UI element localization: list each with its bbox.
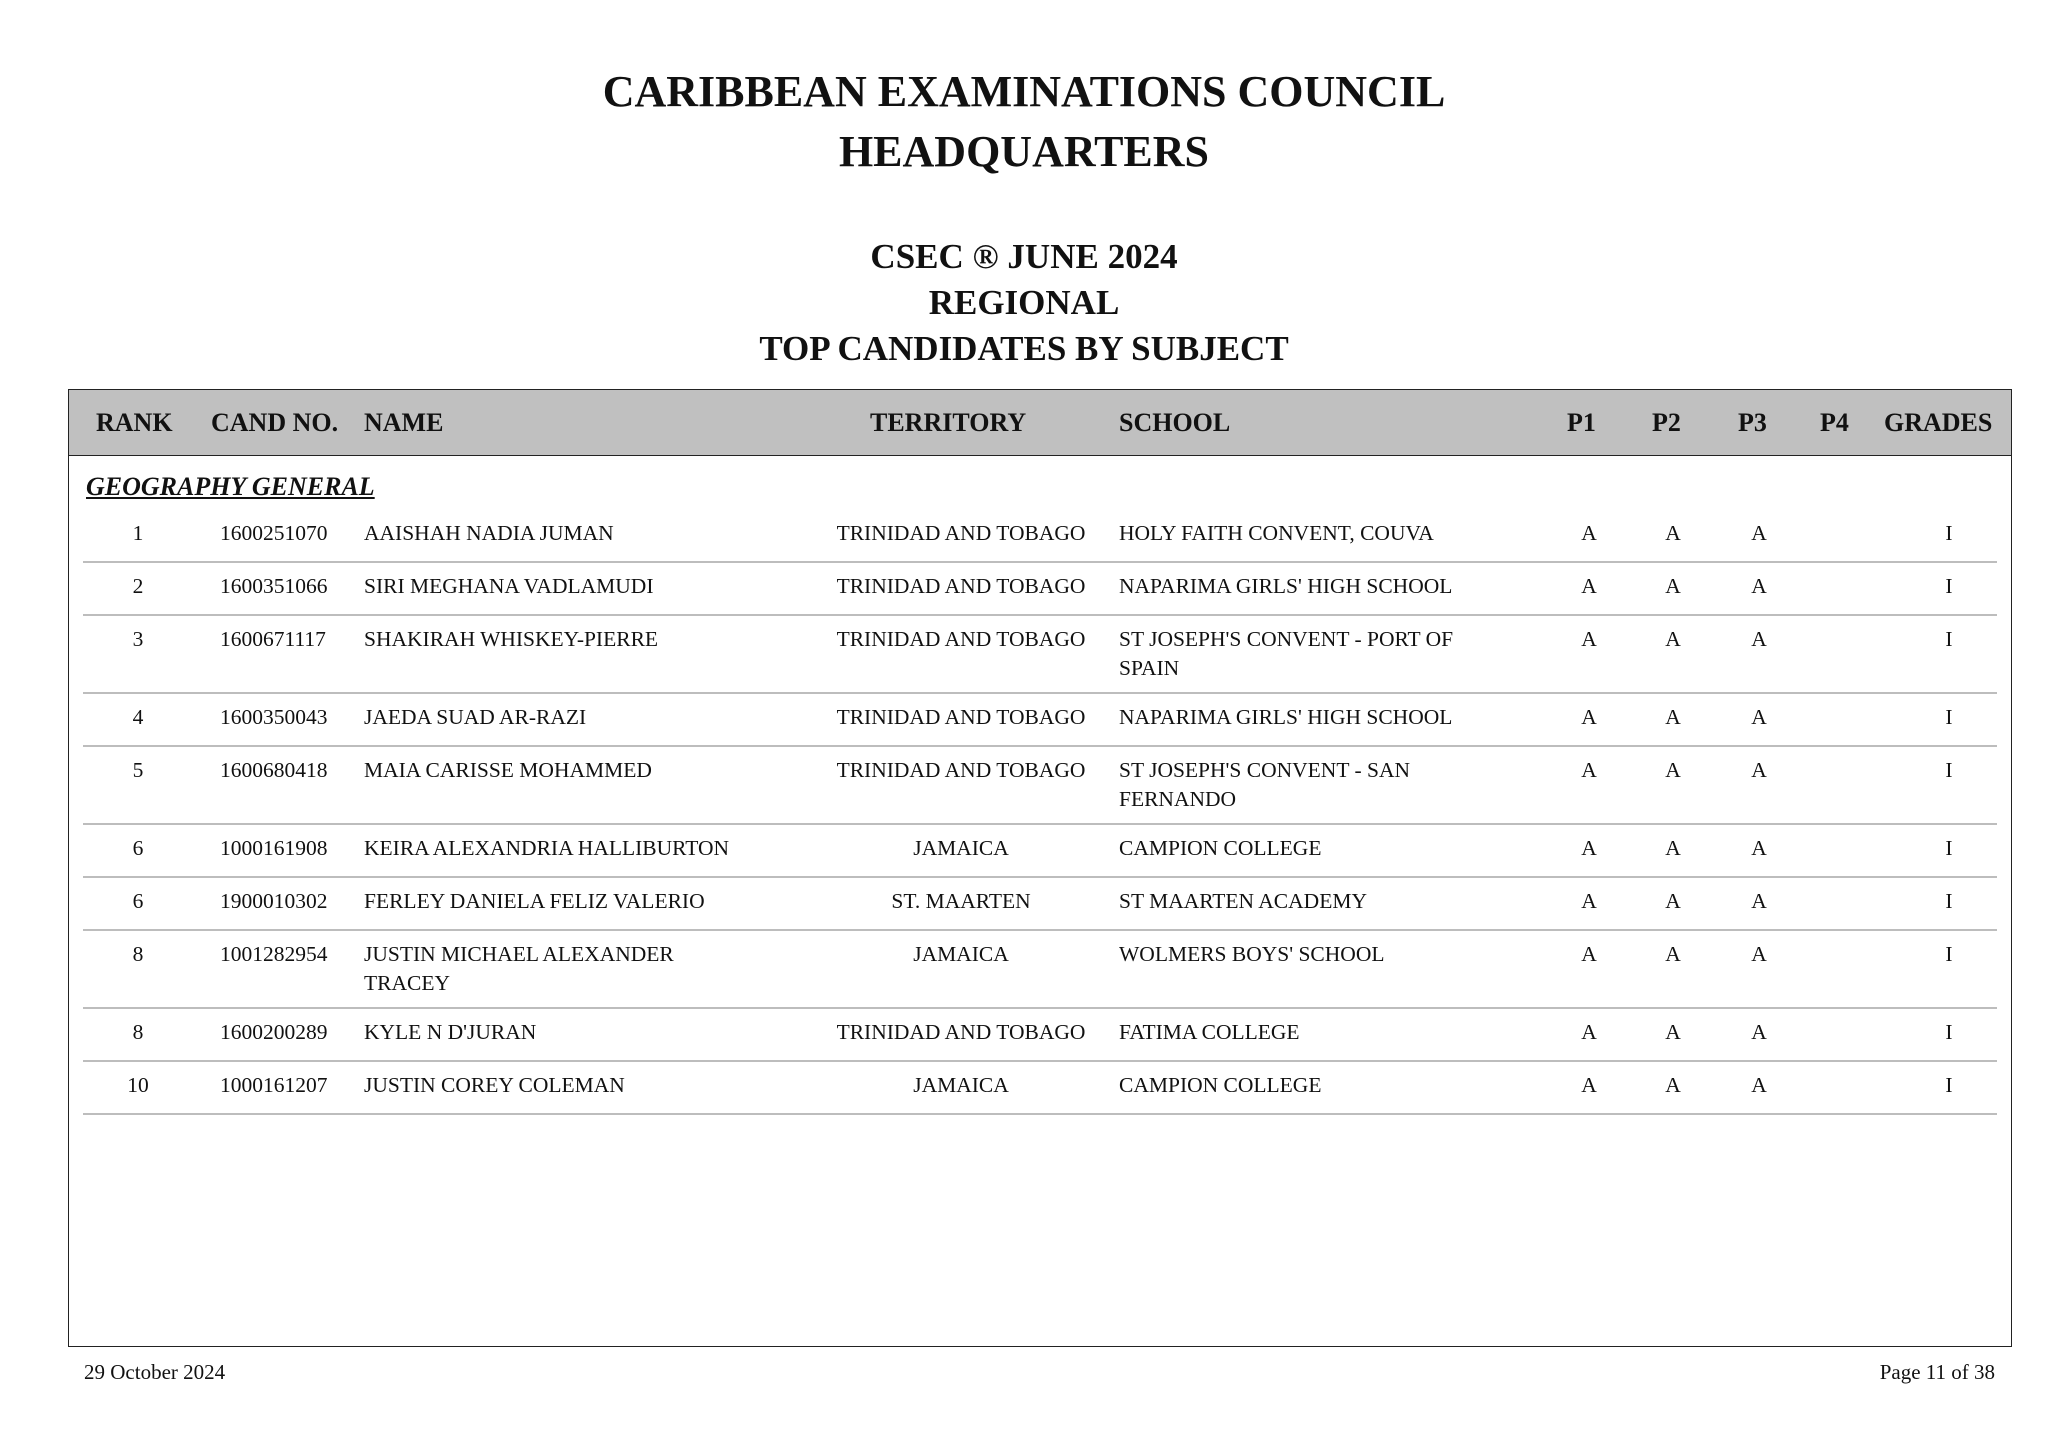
name-cell: JUSTIN COREY COLEMAN [364,1073,625,1097]
org-subtitle: HEADQUARTERS [838,127,1210,176]
territory-cell: TRINIDAD AND TOBAGO [836,574,1086,598]
column-header-cand-no: CAND NO. [211,408,339,437]
rank-cell: 10 [127,1073,149,1097]
column-header-name: NAME [364,408,444,437]
scope-title: REGIONAL [928,283,1120,322]
exam-title: CSEC ® JUNE 2024 [870,237,1178,276]
p1-cell: A [1581,836,1597,860]
rank-cell: 3 [132,627,144,651]
territory-cell: TRINIDAD AND TOBAGO [836,705,1086,729]
column-header-p3: P3 [1738,408,1767,437]
p3-cell: A [1751,574,1767,598]
p2-cell: A [1665,521,1681,545]
candidate-number-cell: 1600251070 [220,521,328,545]
rank-cell: 2 [132,574,144,598]
p2-cell: A [1665,889,1681,913]
table-row [83,931,1997,1009]
candidate-number-cell: 1900010302 [220,889,328,913]
column-header-p2: P2 [1652,408,1681,437]
column-header-grades: GRADES [1884,408,1993,437]
candidate-number-cell: 1001282954 [220,942,328,966]
table-row [83,510,1997,563]
p2-cell: A [1665,836,1681,860]
school-cell: WOLMERS BOYS' SCHOOL [1119,942,1385,966]
grade-cell: I [1945,1073,1953,1097]
grade-cell: I [1945,705,1953,729]
table-header [69,390,2011,456]
p3-cell: A [1751,942,1767,966]
rank-cell: 6 [132,836,144,860]
rank-cell: 8 [132,942,144,966]
grade-cell: I [1945,889,1953,913]
school-cell: CAMPION COLLEGE [1119,1073,1322,1097]
candidate-number-cell: 1600671117 [220,627,326,651]
grade-cell: I [1945,574,1953,598]
grade-cell: I [1945,521,1953,545]
territory-cell: TRINIDAD AND TOBAGO [836,758,1086,782]
territory-cell: JAMAICA [913,1073,1009,1097]
grade-cell: I [1945,1020,1953,1044]
p2-cell: A [1665,1020,1681,1044]
p2-cell: A [1665,705,1681,729]
p3-cell: A [1751,1020,1767,1044]
p3-cell: A [1751,889,1767,913]
territory-cell: TRINIDAD AND TOBAGO [836,1020,1086,1044]
name-cell: MAIA CARISSE MOHAMMED [364,758,652,782]
rank-cell: 8 [132,1020,144,1044]
name-cell: KYLE N D'JURAN [364,1020,537,1044]
report-header [0,234,2048,372]
p1-cell: A [1581,758,1597,782]
name-cell: JAEDA SUAD AR-RAZI [364,705,587,729]
rank-cell: 1 [132,521,144,545]
results-table [68,389,2012,1347]
p3-cell: A [1751,521,1767,545]
rank-cell: 4 [132,705,144,729]
candidate-number-cell: 1600351066 [220,574,328,598]
p2-cell: A [1665,942,1681,966]
name-cell: JUSTIN MICHAEL ALEXANDER TRACEY [364,942,674,995]
school-cell: ST JOSEPH'S CONVENT - PORT OF SPAIN [1119,627,1454,680]
column-header-school: SCHOOL [1119,408,1231,437]
table-row [83,563,1997,616]
name-cell: FERLEY DANIELA FELIZ VALERIO [364,889,705,913]
column-header-territory: TERRITORY [870,408,1027,437]
p3-cell: A [1751,836,1767,860]
school-cell: NAPARIMA GIRLS' HIGH SCHOOL [1119,574,1453,598]
report-date: 29 October 2024 [84,1360,226,1384]
table-row [83,1009,1997,1062]
p2-cell: A [1665,758,1681,782]
p1-cell: A [1581,942,1597,966]
school-cell: FATIMA COLLEGE [1119,1020,1300,1044]
column-header-rank: RANK [96,408,173,437]
territory-cell: JAMAICA [913,942,1009,966]
report-title: TOP CANDIDATES BY SUBJECT [759,329,1289,368]
p2-cell: A [1665,574,1681,598]
p1-cell: A [1581,1073,1597,1097]
school-cell: ST JOSEPH'S CONVENT - SAN FERNANDO [1119,758,1410,811]
territory-cell: JAMAICA [913,836,1009,860]
candidate-number-cell: 1600350043 [220,705,328,729]
grade-cell: I [1945,758,1953,782]
grade-cell: I [1945,942,1953,966]
subject-title: GEOGRAPHY GENERAL [86,472,375,501]
document-header [0,62,2048,182]
org-name: CARIBBEAN EXAMINATIONS COUNCIL [602,67,1446,116]
territory-cell: ST. MAARTEN [891,889,1031,913]
table-row [83,694,1997,747]
grade-cell: I [1945,836,1953,860]
column-header-p4: P4 [1820,408,1849,437]
p2-cell: A [1665,1073,1681,1097]
p3-cell: A [1751,758,1767,782]
table-row [83,747,1997,825]
p1-cell: A [1581,889,1597,913]
column-header-p1: P1 [1567,408,1596,437]
rank-cell: 5 [132,758,144,782]
p1-cell: A [1581,627,1597,651]
school-cell: ST MAARTEN ACADEMY [1119,889,1367,913]
name-cell: AAISHAH NADIA JUMAN [364,521,614,545]
p1-cell: A [1581,1020,1597,1044]
table-row [83,825,1997,878]
page-number: Page 11 of 38 [1879,1360,1995,1384]
candidate-number-cell: 1600680418 [220,758,328,782]
table-row [83,878,1997,931]
candidate-number-cell: 1000161908 [220,836,328,860]
school-cell: HOLY FAITH CONVENT, COUVA [1119,521,1434,545]
p1-cell: A [1581,705,1597,729]
name-cell: KEIRA ALEXANDRIA HALLIBURTON [364,836,729,860]
p3-cell: A [1751,1073,1767,1097]
p3-cell: A [1751,705,1767,729]
name-cell: SHAKIRAH WHISKEY-PIERRE [364,627,659,651]
school-cell: CAMPION COLLEGE [1119,836,1322,860]
name-cell: SIRI MEGHANA VADLAMUDI [364,574,654,598]
candidate-number-cell: 1600200289 [220,1020,328,1044]
p1-cell: A [1581,521,1597,545]
territory-cell: TRINIDAD AND TOBAGO [836,627,1086,651]
table-row [83,616,1997,694]
grade-cell: I [1945,627,1953,651]
rank-cell: 6 [132,889,144,913]
p2-cell: A [1665,627,1681,651]
territory-cell: TRINIDAD AND TOBAGO [836,521,1086,545]
table-row [83,1062,1997,1115]
table-body [83,510,1997,1115]
candidate-number-cell: 1000161207 [220,1073,328,1097]
p3-cell: A [1751,627,1767,651]
school-cell: NAPARIMA GIRLS' HIGH SCHOOL [1119,705,1453,729]
p1-cell: A [1581,574,1597,598]
